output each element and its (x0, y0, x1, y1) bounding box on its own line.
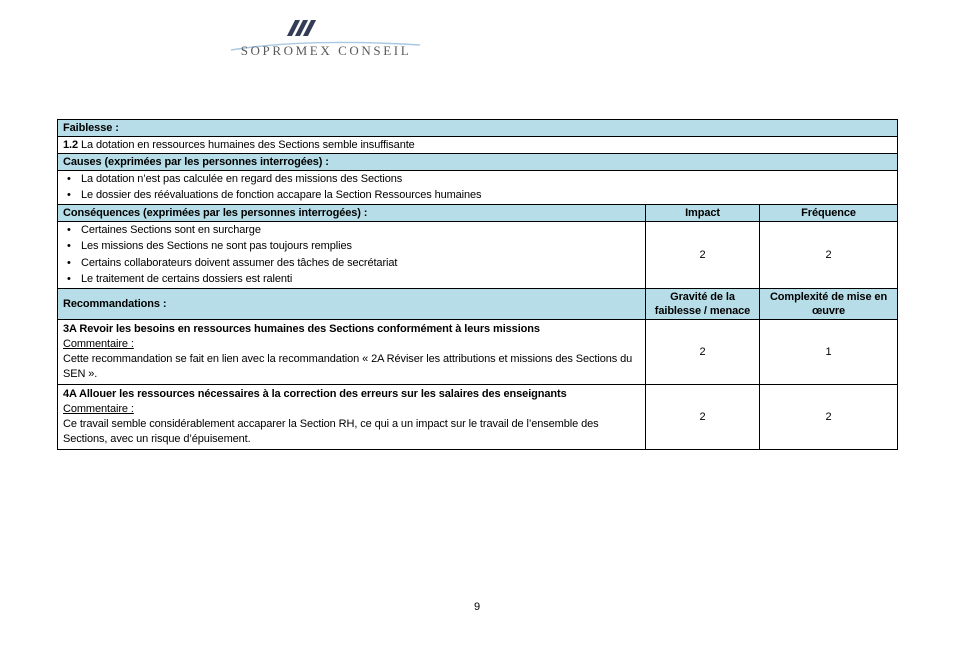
recommandations-header: Recommandations : (58, 288, 646, 319)
recommandation-row (58, 319, 898, 384)
recommandations-header-row (58, 288, 898, 319)
commentaire-label: Commentaire : (63, 402, 134, 415)
causes-list-item: • Le dossier des réévaluations de fonction accapare la Section Ressources humaines (58, 187, 897, 203)
logo-slashes-icon (291, 20, 312, 36)
complexite-value: 2 (760, 384, 898, 449)
page-number: 9 (473, 601, 481, 613)
commentaire-label: Commentaire : (63, 337, 134, 350)
faiblesse-number: 1.2 (63, 139, 78, 151)
consequences-list-item: • Certains collaborateurs doivent assumer des tâches de secrétariat (58, 255, 645, 271)
consequences-list-cell (58, 221, 646, 288)
causes-list-row (58, 171, 898, 205)
causes-list (58, 171, 897, 204)
faiblesse-text-cell (58, 137, 898, 154)
complexite-value: 1 (760, 319, 898, 384)
weakness-analysis-table (57, 119, 898, 450)
gravite-header: Gravité de la faiblesse / menace (646, 288, 760, 319)
causes-list-cell (58, 171, 898, 205)
consequences-list-item: • Les missions des Sections ne sont pas toujours remplies (58, 238, 645, 254)
frequence-header: Fréquence (760, 204, 898, 221)
impact-value: 2 (646, 221, 760, 288)
logo-text: SOPROMEX CONSEIL (240, 43, 412, 58)
consequences-list (58, 222, 645, 288)
impact-header: Impact (646, 204, 760, 221)
causes-header: Causes (exprimées par les personnes interrogées) : (58, 154, 898, 171)
recommandation-comment: Ce travail semble considérablement accaparer la Section RH, ce qui a un impact sur le travail de l’ensemble des Sections, avec un risque d’épuisement. (63, 417, 599, 445)
causes-list-item: • La dotation n’est pas calculée en regard des missions des Sections (58, 171, 897, 187)
recommandation-title: 4A Allouer les ressources nécessaires à la correction des erreurs sur les salaires des enseignants (63, 387, 567, 400)
frequence-value: 2 (760, 221, 898, 288)
gravite-value: 2 (646, 319, 760, 384)
recommandation-title: 3A Revoir les besoins en ressources humaines des Sections conformément à leurs missions (63, 322, 540, 335)
faiblesse-text-row (58, 137, 898, 154)
consequences-list-item: • Certaines Sections sont en surcharge (58, 222, 645, 238)
consequences-list-item: • Le traitement de certains dossiers est ralenti (58, 271, 645, 287)
faiblesse-text: La dotation en ressources humaines des Sections semble insuffisante (81, 139, 415, 151)
recommandation-comment: Cette recommandation se fait en lien avec la recommandation « 2A Réviser les attributions et missions des Sections du SEN ». (63, 352, 633, 380)
recommandation-row (58, 384, 898, 449)
consequences-body-row (58, 221, 898, 288)
causes-header-row (58, 154, 898, 171)
company-logo (228, 16, 424, 62)
recommandation-text-cell (58, 384, 646, 449)
consequences-header-row (58, 204, 898, 221)
faiblesse-header: Faiblesse : (58, 120, 898, 137)
recommandation-text-cell (58, 319, 646, 384)
consequences-header: Conséquences (exprimées par les personnes interrogées) : (58, 204, 646, 221)
faiblesse-header-row (58, 120, 898, 137)
gravite-value: 2 (646, 384, 760, 449)
complexite-header: Complexité de mise en œuvre (760, 288, 898, 319)
